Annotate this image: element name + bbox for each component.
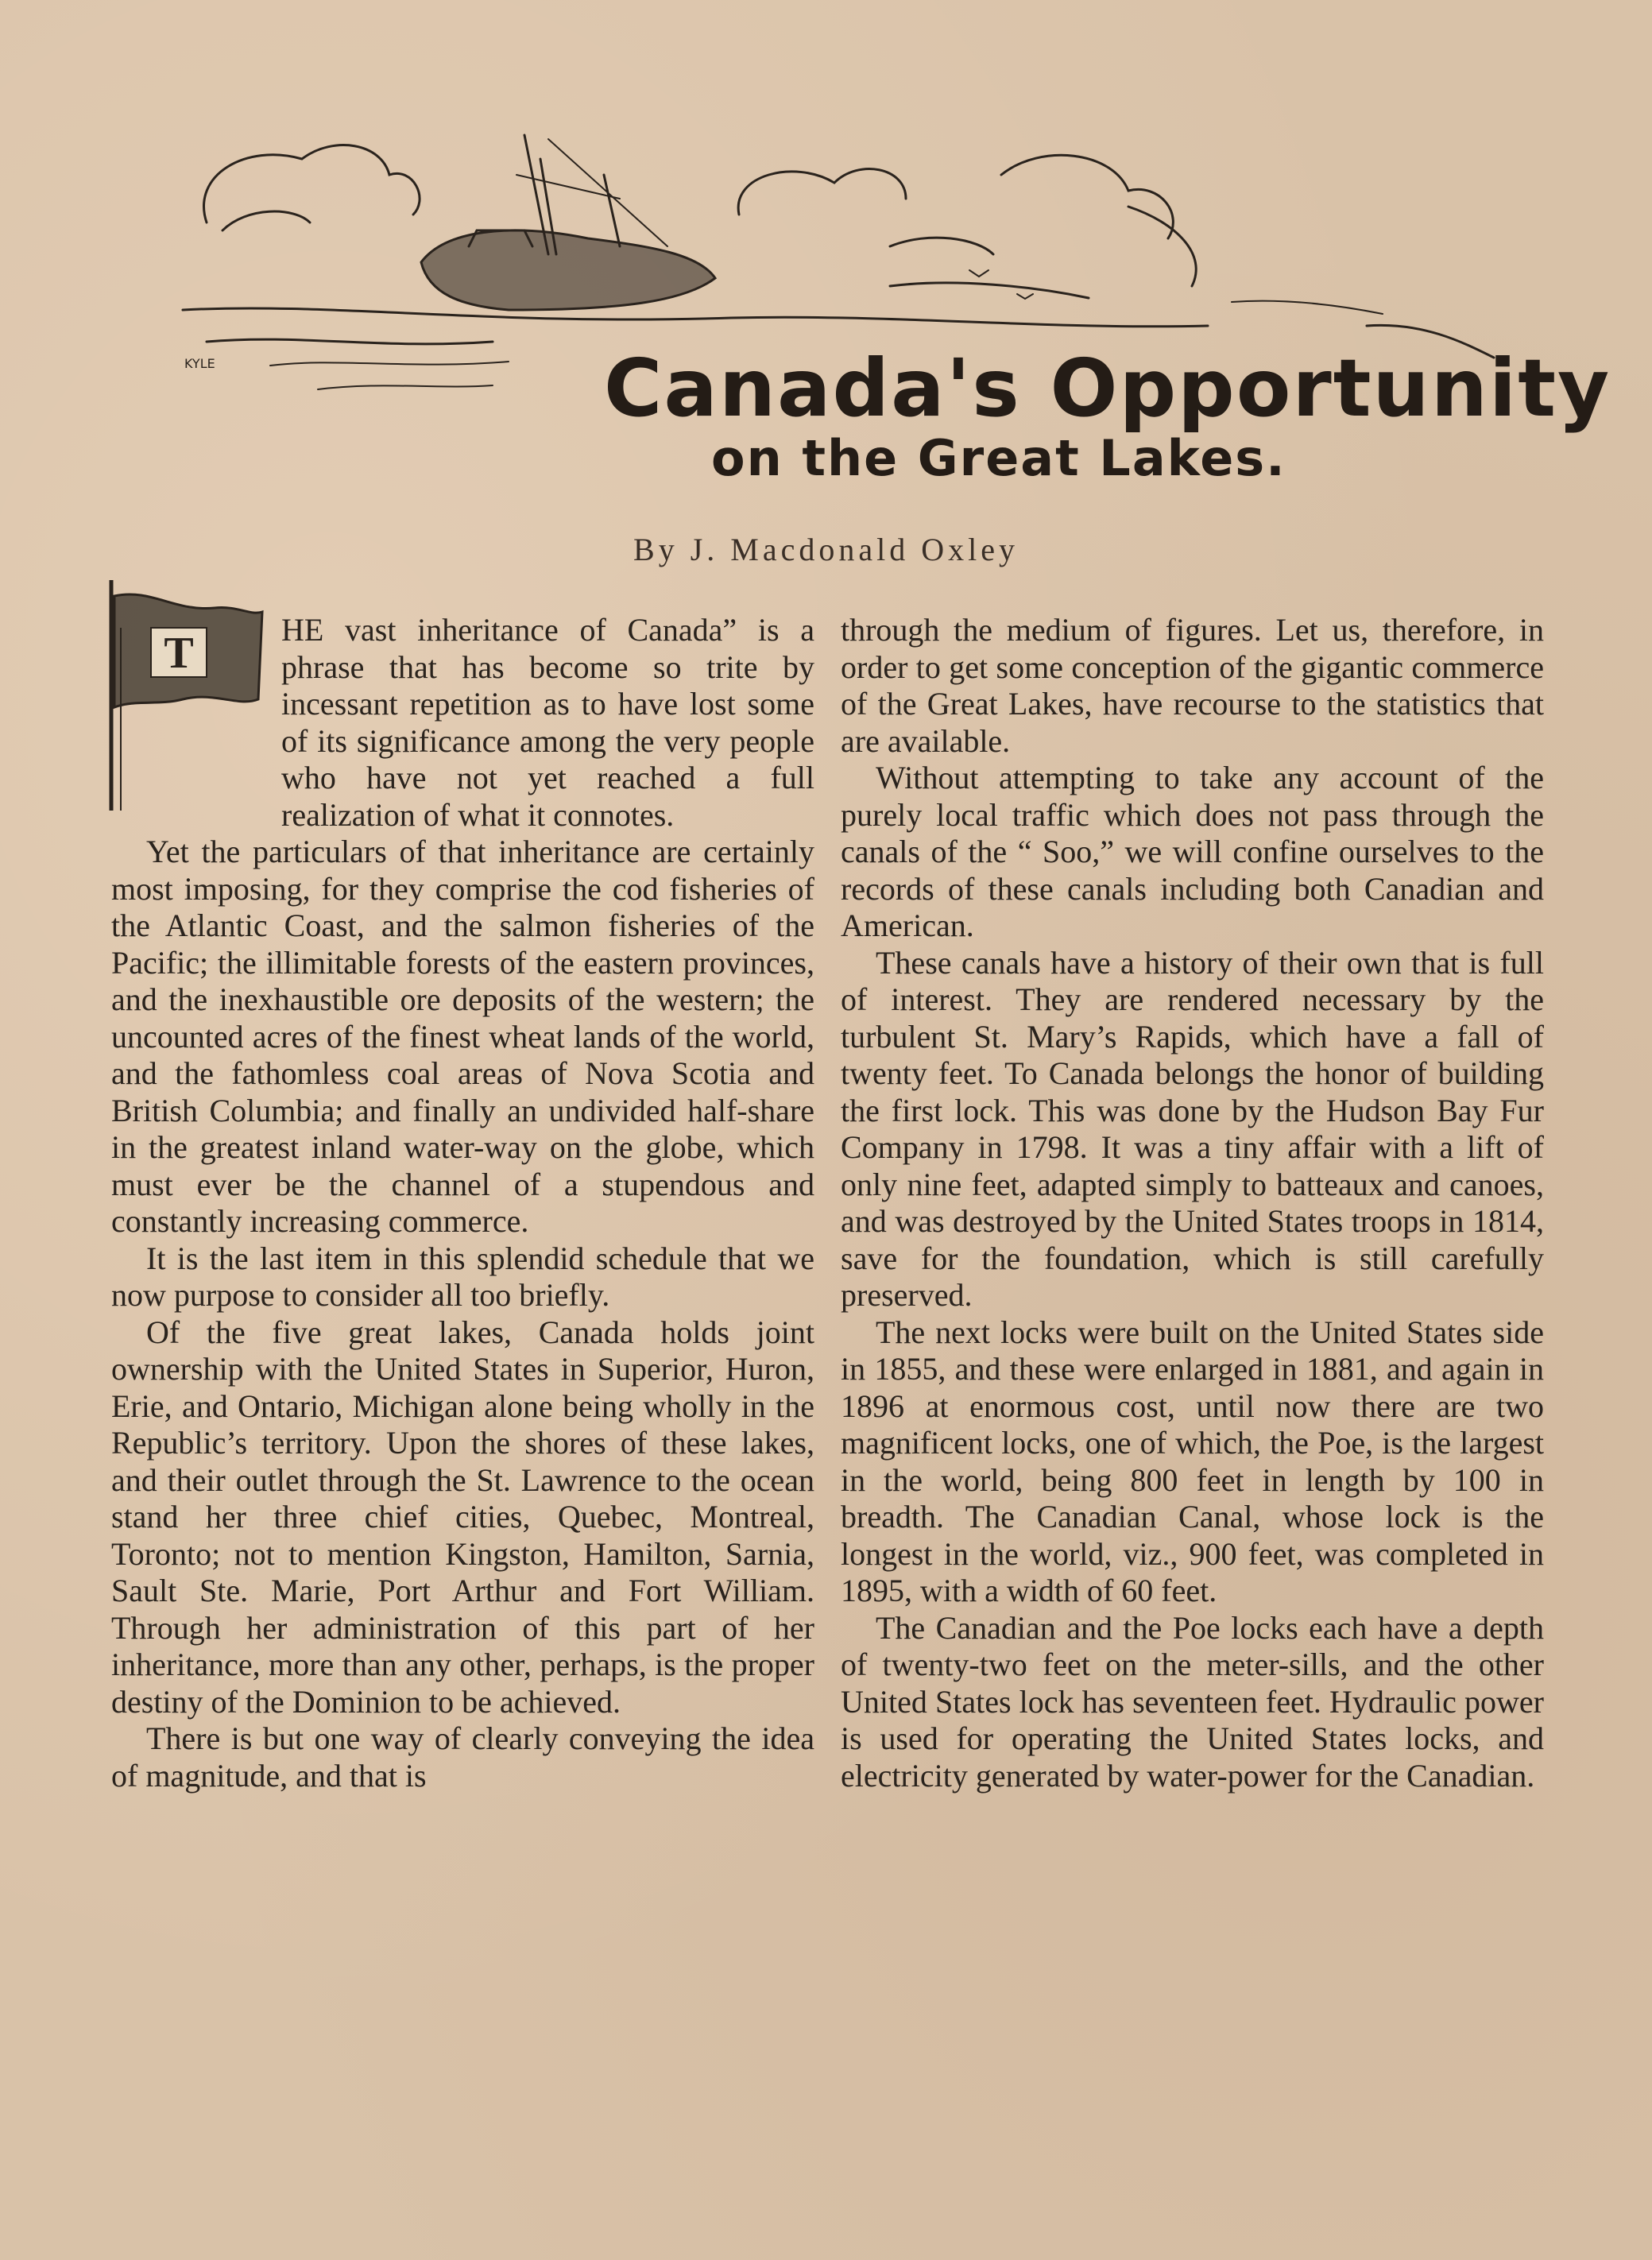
illustrator-signature: KYLE bbox=[184, 356, 215, 371]
byline: By J. Macdonald Oxley bbox=[633, 532, 1019, 567]
paragraph: The Canadian and the Poe locks each have a depth of twenty-two feet on the meter-sills, and the other United States lock has seventeen feet. Hydraulic power is used for operating the United States locks, and electricity generated by water-power for the Canadian. bbox=[841, 1609, 1544, 1794]
paragraph: The next locks were built on the United States side in 1855, and these were enlarged in 1881, and again in 1896 at enormous cost, until now there are two magnificent locks, one of which, the Poe, is the largest in the world, being 800 feet in length by 100 in breadth. The Canadian Canal, whose lock is the longest in the world, viz., 900 feet, was completed in 1895, with a width of 60 feet. bbox=[841, 1314, 1544, 1608]
paragraph: There is but one way of clearly conveying the idea of magnitude, and that is bbox=[111, 1720, 814, 1794]
flag-drop-cap-icon bbox=[79, 580, 270, 811]
paragraph: Without attempting to take any account of the purely local traffic which does not pass through the canals of the “ Soo,” we will confine ourselves to the records of these canals including both Canadian and American. bbox=[841, 760, 1544, 943]
article-title: Canada's Opportunity bbox=[604, 342, 1611, 435]
paragraph: These canals have a history of their own that is full of interest. They are rendered necessary by the turbulent St. Mary’s Rapids, which have a fall of twenty feet. To Canada belongs the honor of building the first lock. This was done by the Hudson Bay Fur Company in 1798. It was a tiny affair with a lift of only nine feet, adapted simply to batteaux and canoes, and was destroyed by the United States troops in 1814, save for the foundation, which is still carefully preserved. bbox=[841, 944, 1544, 1313]
paragraph: through the medium of figures. Let us, therefore, in order to get some conception of the gigantic commerce of the Great Lakes, have recourse to the statistics that are available. bbox=[841, 612, 1544, 759]
paragraph: Yet the particulars of that inheritance are certainly most imposing, for they comprise the cod fisheries of the Atlantic Coast, and the salmon fisheries of the Pacific; the illimitable forests of the eastern provinces, and the inexhaustible ore deposits of the western; the uncounted acres of the finest wheat lands of the world, and the fathomless coal areas of Nova Scotia and British Columbia; and finally an undivided half-share in the greatest inland water-way on the globe, which must ever be the channel of a stupendous and constantly increasing commerce. bbox=[111, 834, 814, 1239]
paragraph: HE vast inheritance of Canada” is a phrase that has become so trite by incessant repetition as to have lost some of its significance among the very people who have not yet reached a full realization of what it connotes. bbox=[281, 612, 814, 833]
paragraph: Of the five great lakes, Canada holds joint ownership with the United States in Superior, Huron, Erie, and Ontario, Michigan alone being wholly in the Republic’s territory. Upon the shores of these lakes, and their outlet through the St. Lawrence to the ocean stand her three chief cities, Quebec, Montreal, Toronto; not to mention Kingston, Hamilton, Sarnia, Sault Ste. Marie, Port Arthur and Fort William. Through her administration of this part of her inheritance, more than any other, perhaps, is the proper destiny of the Dominion to be achieved. bbox=[111, 1314, 814, 1720]
drop-cap-letter: T bbox=[164, 629, 194, 678]
right-column bbox=[841, 612, 1544, 1794]
article-subtitle: on the Great Lakes. bbox=[711, 429, 1286, 487]
left-column bbox=[111, 612, 814, 1794]
paragraph: It is the last item in this splendid schedule that we now purpose to consider all too briefly. bbox=[111, 1240, 814, 1313]
